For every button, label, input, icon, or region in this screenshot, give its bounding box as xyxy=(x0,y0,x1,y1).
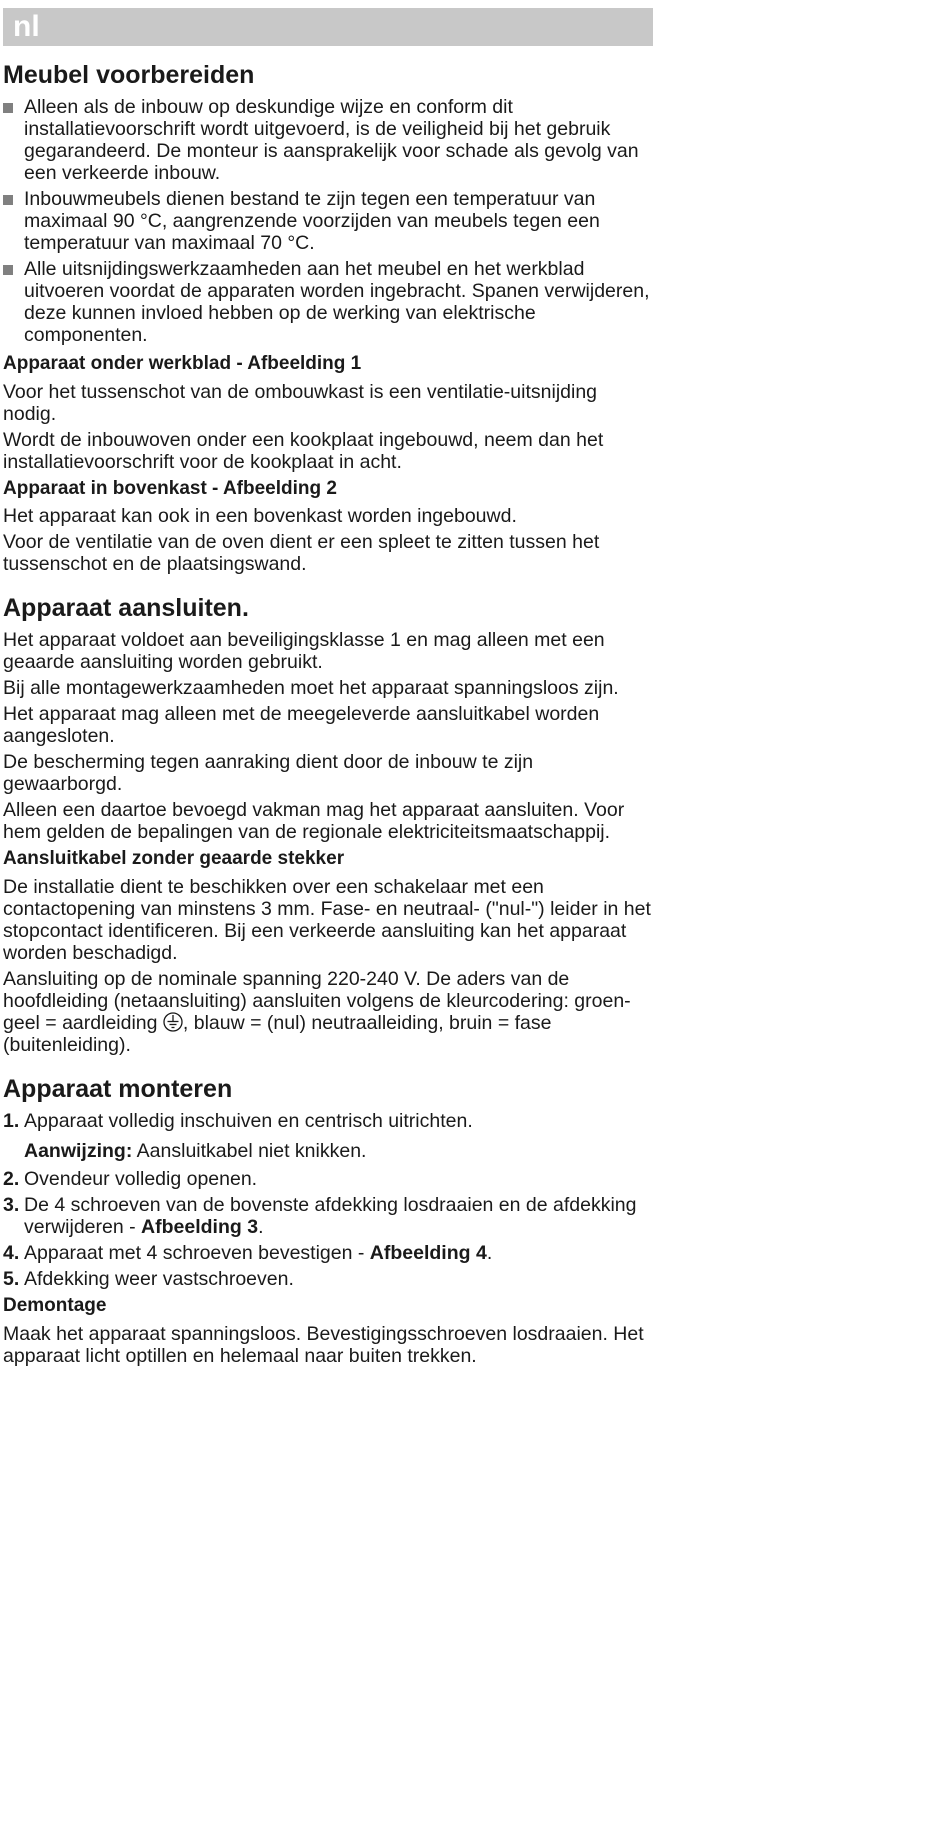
subheading-onder-werkblad: Apparaat onder werkblad - Afbeelding 1 xyxy=(3,353,362,374)
language-code: nl xyxy=(13,10,40,43)
paragraph: Het apparaat mag alleen met de meegeleverde aansluitkabel worden aangesloten. xyxy=(3,703,600,748)
step-number: 2. xyxy=(3,1168,20,1191)
bullet-item: Alle uitsnijdingswerkzaamheden aan het meubel en het werkblad uitvoeren voordat de apparaten worden ingebracht. Spanen verwijderen, deze kunnen invloed hebben op de werking van elektrische componenten. xyxy=(3,258,653,346)
language-header xyxy=(3,8,653,46)
square-bullet-icon xyxy=(3,195,13,205)
step-number: 5. xyxy=(3,1268,20,1291)
paragraph: Het apparaat voldoet aan beveiligingsklasse 1 en mag alleen met een geaarde aansluiting worden gebruikt. xyxy=(3,629,605,674)
section-title-aansluiten: Apparaat aansluiten. xyxy=(3,594,249,623)
paragraph: Maak het apparaat spanningsloos. Bevestigingsschroeven losdraaien. Het apparaat licht optillen en helemaal naar buiten trekken. xyxy=(3,1322,644,1367)
paragraph: Bij alle montagewerkzaamheden moet het apparaat spanningsloos zijn. xyxy=(3,677,619,700)
note-label: Aanwijzing: xyxy=(24,1140,133,1163)
step-item: 3. De 4 schroeven van de bovenste afdekking losdraaien en de afdekking verwijderen - Afbeelding 3. xyxy=(3,1194,637,1239)
subheading-bovenkast: Apparaat in bovenkast - Afbeelding 2 xyxy=(3,477,337,499)
square-bullet-icon xyxy=(3,103,13,113)
steps-list xyxy=(3,1110,653,1132)
step-number: 4. xyxy=(3,1242,20,1265)
paragraph: Het apparaat kan ook in een bovenkast worden ingebouwd. xyxy=(3,505,517,528)
earth-ground-icon xyxy=(163,1012,183,1032)
paragraph: Alleen een daartoe bevoegd vakman mag het apparaat aansluiten. Voor hem gelden de bepalingen van de regionale elektriciteitsmaatschappij. xyxy=(3,799,625,844)
bullet-item: Alleen als de inbouw op deskundige wijze en conform dit installatievoorschrift wordt uitgevoerd, is de veiligheid bij het gebruik gegarandeerd. De monteur is aansprakelijk voor schade als gevolg van een verkeerde inbouw. xyxy=(3,96,653,184)
square-bullet-icon xyxy=(3,265,13,275)
bullet-list xyxy=(3,96,653,346)
note: Aanwijzing: Aansluitkabel niet knikken. xyxy=(24,1140,367,1163)
paragraph: Voor de ventilatie van de oven dient er een spleet te zitten tussen het tussenschot en de plaatsingswand. xyxy=(3,531,600,576)
step-number: 3. xyxy=(3,1194,20,1217)
step-number: 1. xyxy=(3,1110,20,1133)
steps-list xyxy=(3,1168,653,1290)
step-item: 5. Afdekking weer vastschroeven. xyxy=(3,1268,294,1291)
paragraph: De bescherming tegen aanraking dient door de inbouw te zijn gewaarborgd. xyxy=(3,751,534,796)
paragraph-kleurcodering: Aansluiting op de nominale spanning 220-240 V. De aders van de hoofdleiding (netaansluiting) aansluiten volgens de kleurcodering: groen-geel = aardleiding , blauw = (nul) neutraalleiding, bruin = fase (buitenleiding). xyxy=(3,968,631,1057)
subheading-aansluitkabel: Aansluitkabel zonder geaarde stekker xyxy=(3,848,345,870)
subheading-demontage: Demontage xyxy=(3,1295,107,1317)
step-item: 1. Apparaat volledig inschuiven en centrisch uitrichten. xyxy=(3,1110,473,1133)
paragraph: De installatie dient te beschikken over een schakelaar met een contactopening van minstens 3 mm. Fase- en neutraal- ("nul-") leider in het stopcontact identificeren. Bij een verkeerde aansluiting kan het apparaat worden beschadigd. xyxy=(3,876,651,965)
paragraph: Wordt de inbouwoven onder een kookplaat ingebouwd, neem dan het installatievoorschrift voor de kookplaat in acht. xyxy=(3,428,604,473)
manual-page xyxy=(3,8,653,1371)
step-item: 2. Ovendeur volledig openen. xyxy=(3,1168,258,1191)
section-title-monteren: Apparaat monteren xyxy=(3,1075,233,1104)
bullet-item: Inbouwmeubels dienen bestand te zijn tegen een temperatuur van maximaal 90 °C, aangrenzende voorzijden van meubels tegen een temperatuur van maximaal 70 °C. xyxy=(3,188,653,254)
step-item: 4. Apparaat met 4 schroeven bevestigen - Afbeelding 4. xyxy=(3,1242,493,1265)
paragraph: Voor het tussenschot van de ombouwkast is een ventilatie-uitsnijding nodig. xyxy=(3,380,598,425)
section-title-meubel: Meubel voorbereiden xyxy=(3,61,255,89)
